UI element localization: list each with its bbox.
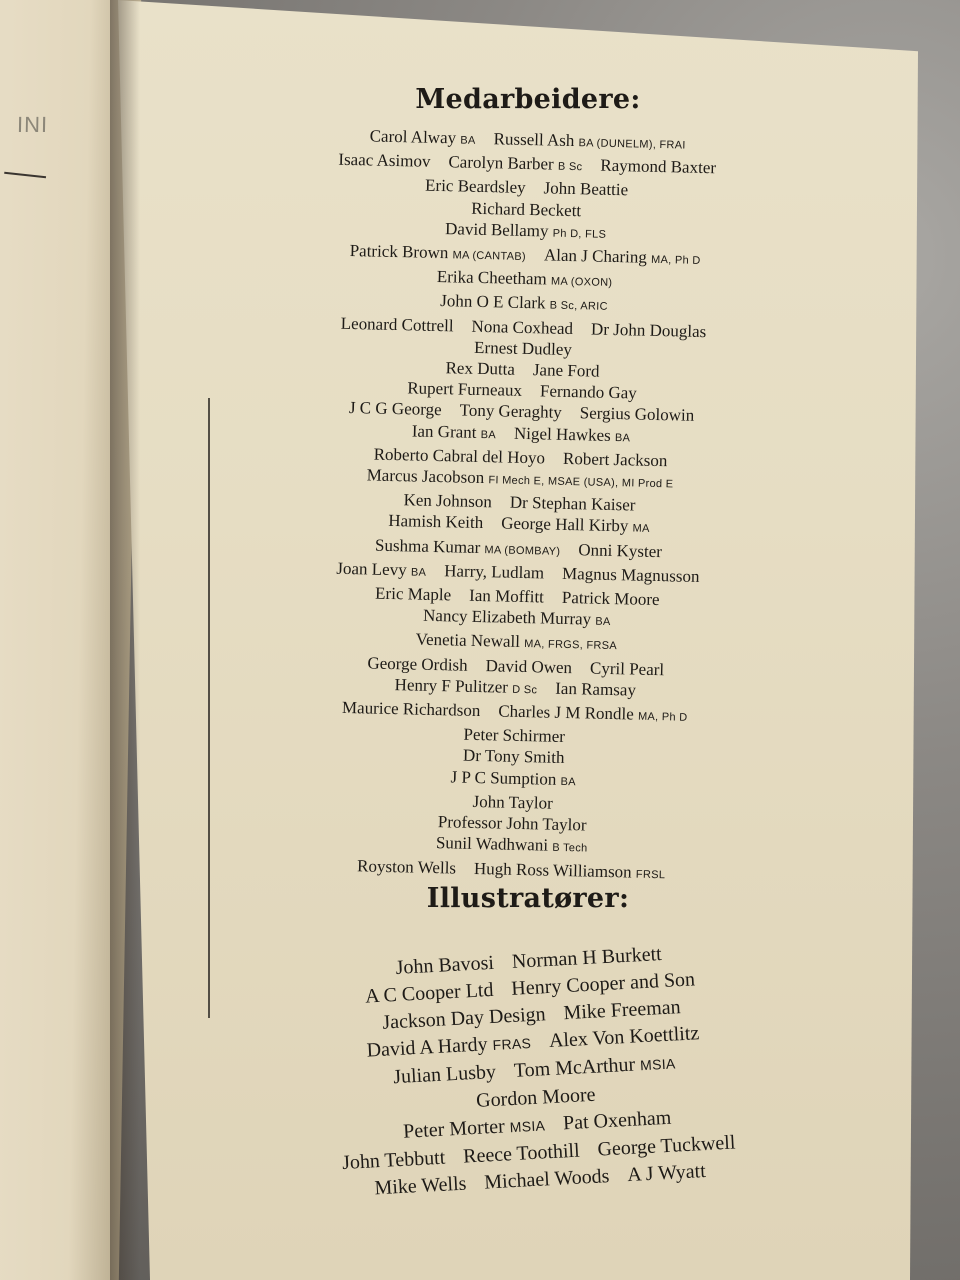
- person-entry: [448, 152, 582, 174]
- person-credential: MA: [632, 522, 650, 536]
- person-name: David Bellamy: [444, 218, 549, 241]
- person-entry: [474, 858, 666, 881]
- person-name: Pat Oxenham: [562, 1106, 672, 1135]
- person-name: Ernest Dudley: [473, 337, 573, 359]
- person-entry: [471, 198, 581, 219]
- person-name: Hugh Ross Williamson: [473, 858, 632, 882]
- person-entry: [627, 1160, 706, 1186]
- person-name: John Bavosi: [395, 951, 495, 979]
- person-entry: [591, 319, 707, 341]
- person-name: Gordon Moore: [475, 1083, 597, 1112]
- person-entry: [338, 150, 430, 171]
- person-entry: [563, 1106, 672, 1134]
- person-credential: MSIA: [509, 1117, 546, 1135]
- person-name: John Tebbutt: [341, 1146, 446, 1174]
- person-name: Isaac Asimov: [338, 149, 431, 171]
- person-name: J C G George: [348, 398, 442, 420]
- person-entry: [459, 401, 562, 422]
- person-name: Ian Moffitt: [468, 585, 545, 607]
- person-name: Carol Alway: [369, 126, 457, 148]
- person-name: Henry F Pulitzer: [394, 674, 509, 697]
- person-credential: B Sc: [557, 160, 583, 174]
- person-name: Robert Jackson: [562, 448, 668, 471]
- person-entry: [562, 588, 660, 609]
- illustrators-heading: Illustratører:: [426, 882, 630, 914]
- person-name: Sushma Kumar: [374, 535, 481, 557]
- person-name: Eric Maple: [374, 583, 452, 605]
- person-name: John Beattie: [543, 178, 629, 200]
- person-credential: MA, FRGS, FRSA: [524, 638, 618, 653]
- person-name: Jackson Day Design: [381, 1002, 547, 1034]
- person-credential: Ph D, FLS: [552, 227, 607, 241]
- person-entry: [597, 1131, 736, 1160]
- person-name: A J Wyatt: [626, 1159, 707, 1186]
- contributors-list: [141, 121, 898, 891]
- person-name: Jane Ford: [532, 360, 600, 381]
- person-credential: MA (OXON): [550, 275, 613, 290]
- person-entry: [463, 746, 565, 767]
- person-entry: [544, 245, 701, 268]
- person-name: Michael Woods: [483, 1164, 610, 1194]
- person-name: George Tuckwell: [596, 1131, 736, 1161]
- person-credential: BA: [410, 566, 427, 579]
- person-credential: MSIA: [639, 1055, 676, 1073]
- person-entry: [511, 943, 662, 973]
- person-name: Tony Geraghty: [459, 400, 563, 423]
- person-name: Mike Freeman: [562, 995, 682, 1024]
- person-entry: [393, 1061, 497, 1088]
- left-page-rule: [4, 172, 46, 178]
- person-credential: FRAS: [492, 1034, 532, 1053]
- person-name: Onni Kyster: [578, 539, 663, 561]
- person-entry: [403, 491, 492, 512]
- person-entry: [548, 1022, 699, 1052]
- person-credential: B Tech: [552, 842, 588, 855]
- person-entry: [357, 856, 456, 877]
- person-credential: BA: [595, 615, 611, 629]
- person-entry: [514, 423, 631, 445]
- person-entry: [395, 952, 494, 979]
- person-entry: [590, 658, 665, 679]
- person-name: Charles J M Rondle: [498, 701, 635, 724]
- person-entry: [513, 1051, 676, 1081]
- person-entry: [436, 833, 588, 855]
- person-entry: [370, 126, 476, 147]
- person-entry: [540, 382, 637, 403]
- person-credential: BA (DUNELM), FRAI: [578, 137, 686, 152]
- person-name: Joan Levy: [336, 558, 407, 580]
- person-credential: BA: [480, 428, 497, 441]
- person-entry: [437, 267, 613, 290]
- person-entry: [472, 792, 553, 813]
- person-name: Venetia Newall: [415, 630, 521, 652]
- illustrators-list: [159, 928, 911, 1212]
- person-name: Carolyn Barber: [448, 152, 554, 174]
- person-entry: [438, 812, 587, 834]
- person-name: Norman H Burkett: [511, 942, 663, 973]
- person-entry: [341, 313, 454, 335]
- person-name: Nona Coxhead: [471, 316, 574, 338]
- person-name: Nigel Hawkes: [513, 423, 612, 445]
- person-entry: [412, 421, 497, 442]
- person-name: Rex Dutta: [445, 358, 516, 379]
- person-credential: MA, Ph D: [650, 253, 701, 267]
- person-name: Professor John Taylor: [437, 812, 587, 835]
- person-credential: MA (BOMBAY): [484, 543, 561, 558]
- person-entry: [501, 514, 650, 536]
- person-entry: [463, 725, 565, 746]
- person-name: Sunil Wadhwani: [435, 833, 549, 855]
- person-entry: [336, 559, 426, 580]
- person-credential: B Sc, ARIC: [549, 299, 608, 314]
- person-name: Mike Wells: [373, 1172, 467, 1200]
- person-credential: FRSL: [635, 868, 666, 881]
- person-entry: [407, 379, 522, 401]
- person-entry: [450, 767, 576, 789]
- person-credential: D Sc: [512, 683, 538, 697]
- person-name: Peter Morter: [402, 1115, 506, 1143]
- person-entry: [342, 1146, 446, 1173]
- person-name: Peter Schirmer: [463, 724, 566, 747]
- person-entry: [600, 156, 716, 178]
- person-name: David Owen: [485, 655, 573, 677]
- person-credential: MA, Ph D: [637, 710, 688, 724]
- person-entry: [580, 404, 695, 426]
- person-name: Ian Grant: [411, 421, 477, 442]
- person-name: Dr John Douglas: [590, 319, 707, 341]
- person-entry: [543, 179, 628, 200]
- person-entry: [425, 176, 526, 197]
- person-entry: [578, 540, 662, 561]
- person-name: Patrick Moore: [561, 587, 660, 610]
- person-entry: [349, 398, 442, 419]
- person-name: Dr Tony Smith: [462, 746, 565, 768]
- person-name: Magnus Magnusson: [561, 563, 700, 586]
- person-name: Nancy Elizabeth Murray: [422, 606, 592, 629]
- person-name: Roberto Cabral del Hoyo: [373, 444, 546, 468]
- person-name: Ken Johnson: [403, 490, 493, 512]
- person-name: John Taylor: [472, 791, 554, 813]
- person-name: Julian Lusby: [392, 1060, 497, 1088]
- person-name: Tom McArthur: [513, 1053, 636, 1082]
- person-name: George Hall Kirby: [501, 513, 629, 536]
- person-name: Erika Cheetham: [436, 267, 548, 289]
- person-name: Cyril Pearl: [589, 658, 665, 679]
- person-name: Reece Toothill: [462, 1139, 581, 1168]
- person-credential: FI Mech E, MSAE (USA), MI Prod E: [488, 474, 674, 491]
- person-entry: [445, 219, 606, 242]
- person-name: Henry Cooper and Son: [510, 968, 696, 1000]
- left-page-fragment: INI: [16, 112, 49, 137]
- person-name: Ian Ramsay: [555, 678, 637, 700]
- person-entry: [440, 291, 608, 314]
- person-name: David A Hardy: [366, 1032, 489, 1062]
- person-name: Hamish Keith: [388, 511, 484, 533]
- person-entry: [563, 449, 668, 470]
- person-name: Patrick Brown: [349, 241, 449, 263]
- person-name: Sergius Golowin: [579, 403, 695, 426]
- person-name: Royston Wells: [356, 855, 457, 878]
- person-name: Alan J Charing: [543, 245, 648, 267]
- person-entry: [444, 561, 544, 582]
- person-entry: [423, 606, 611, 629]
- person-entry: [373, 444, 545, 467]
- person-name: Marcus Jacobson: [366, 465, 485, 488]
- person-entry: [510, 493, 636, 515]
- person-entry: [365, 979, 494, 1008]
- person-entry: [366, 1031, 532, 1062]
- person-entry: [374, 1172, 467, 1199]
- person-name: Leonard Cottrell: [340, 313, 454, 335]
- person-entry: [375, 584, 451, 605]
- person-entry: [476, 1083, 596, 1111]
- person-entry: [469, 586, 544, 607]
- person-entry: [367, 653, 468, 674]
- spine-shadow: [110, 0, 140, 1280]
- person-entry: [375, 535, 561, 558]
- person-name: Richard Beckett: [470, 198, 582, 220]
- person-name: Rupert Furneaux: [407, 378, 523, 401]
- person-credential: MA (CANTAB): [452, 249, 527, 263]
- person-credential: BA: [560, 775, 576, 788]
- person-name: Maurice Richardson: [341, 698, 481, 721]
- person-entry: [415, 630, 617, 654]
- person-entry: [533, 360, 600, 381]
- person-entry: [342, 698, 481, 720]
- person-name: John O E Clark: [440, 291, 546, 313]
- person-name: Alex Von Koettlitz: [548, 1021, 700, 1052]
- person-entry: [349, 241, 526, 264]
- person-entry: [485, 656, 572, 677]
- person-entry: [562, 564, 700, 586]
- person-entry: [471, 316, 573, 337]
- person-entry: [498, 702, 688, 725]
- person-name: Fernando Gay: [539, 381, 637, 403]
- person-entry: [555, 679, 636, 700]
- person-name: Russell Ash: [493, 129, 575, 151]
- person-entry: [563, 996, 681, 1024]
- person-name: Harry, Ludlam: [444, 561, 545, 583]
- person-name: George Ordish: [367, 653, 468, 675]
- person-entry: [463, 1139, 581, 1167]
- page-content: [158, 84, 898, 1200]
- person-name: Eric Beardsley: [424, 176, 526, 198]
- person-credential: BA: [460, 134, 476, 147]
- person-credential: BA: [614, 431, 631, 445]
- person-name: Raymond Baxter: [600, 155, 717, 178]
- person-name: J P C Sumption: [450, 767, 557, 789]
- person-entry: [474, 338, 572, 359]
- person-entry: [388, 511, 483, 532]
- person-entry: [493, 129, 686, 152]
- person-name: Dr Stephan Kaiser: [509, 492, 636, 515]
- person-entry: [394, 675, 537, 697]
- person-entry: [403, 1113, 546, 1142]
- person-name: A C Cooper Ltd: [364, 978, 494, 1008]
- contributors-heading: Medarbeidere:: [415, 84, 641, 115]
- person-entry: [484, 1165, 610, 1194]
- person-entry: [445, 358, 515, 379]
